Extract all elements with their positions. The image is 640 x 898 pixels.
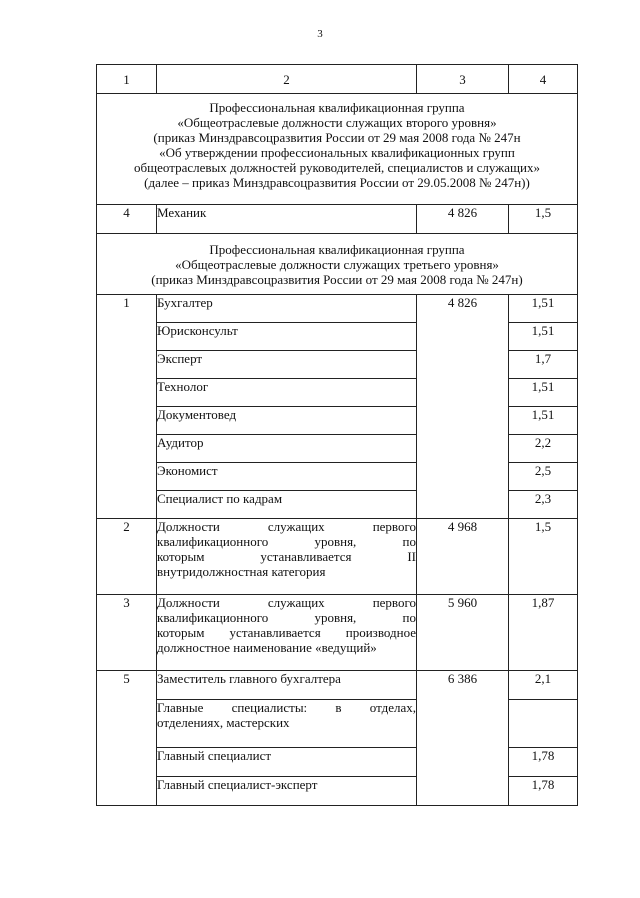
position-name: Аудитор bbox=[157, 435, 417, 463]
position-name-line: Главные специалисты: в отделах, bbox=[157, 700, 416, 715]
header-col-3: 3 bbox=[417, 65, 509, 94]
coefficient-value: 2,2 bbox=[509, 435, 578, 463]
position-name: Заместитель главного бухгалтера bbox=[157, 671, 417, 700]
group-heading-line: (приказ Минздравсоцразвития России от 29 мая 2008 года № 247н bbox=[153, 130, 521, 145]
header-col-4: 4 bbox=[509, 65, 578, 94]
page-number: 3 bbox=[317, 28, 323, 40]
coefficient-value: 1,5 bbox=[509, 205, 578, 234]
row-number: 2 bbox=[97, 519, 157, 595]
group-heading-line: общеотраслевых должностей руководителей, специалистов и служащих» bbox=[134, 160, 540, 175]
position-name bbox=[157, 519, 417, 595]
coefficient-value: 1,51 bbox=[509, 323, 578, 351]
group-heading-line: «Об утверждении профессиональных квалификационных групп bbox=[159, 145, 515, 160]
salary-value: 6 386 bbox=[417, 671, 509, 806]
coefficient-value: 1,51 bbox=[509, 379, 578, 407]
position-name: Документовед bbox=[157, 407, 417, 435]
table-row bbox=[97, 595, 578, 671]
row-number: 1 bbox=[97, 295, 157, 519]
coefficient-value: 1,78 bbox=[509, 748, 578, 777]
group-heading-third-level bbox=[97, 234, 578, 295]
position-name: Эксперт bbox=[157, 351, 417, 379]
position-name: Механик bbox=[157, 205, 417, 234]
position-name-line: квалификационного уровня, по bbox=[157, 610, 416, 625]
position-name: Главный специалист-эксперт bbox=[157, 777, 417, 806]
group-heading-row bbox=[97, 234, 578, 295]
group-heading-line: Профессиональная квалификационная группа bbox=[209, 242, 465, 257]
group-heading-line: «Общеотраслевые должности служащих второго уровня» bbox=[177, 115, 497, 130]
table-row bbox=[97, 519, 578, 595]
group-heading-second-level bbox=[97, 94, 578, 205]
position-name bbox=[157, 700, 417, 748]
coefficient-value: 2,5 bbox=[509, 463, 578, 491]
row-number: 4 bbox=[97, 205, 157, 234]
salary-value: 4 826 bbox=[417, 205, 509, 234]
position-name: Бухгалтер bbox=[157, 295, 417, 323]
coefficient-value: 1,51 bbox=[509, 295, 578, 323]
position-name-line: которым устанавливается производное bbox=[157, 625, 416, 640]
table-row bbox=[97, 205, 578, 234]
position-name-line: Должности служащих первого bbox=[157, 519, 416, 534]
coefficient-value: 2,1 bbox=[509, 671, 578, 700]
coefficient-value: 1,7 bbox=[509, 351, 578, 379]
position-name bbox=[157, 595, 417, 671]
position-name-line: отделениях, мастерских bbox=[157, 715, 290, 730]
group-heading-line: (приказ Минздравсоцразвития России от 29 мая 2008 года № 247н) bbox=[151, 272, 523, 287]
group-heading-row bbox=[97, 94, 578, 205]
coefficient-value: 1,5 bbox=[509, 519, 578, 595]
group-heading-line: «Общеотраслевые должности служащих третьего уровня» bbox=[175, 257, 499, 272]
group-heading-line: Профессиональная квалификационная группа bbox=[209, 100, 465, 115]
coefficient-value bbox=[509, 700, 578, 748]
position-name-line: Должности служащих первого bbox=[157, 595, 416, 610]
salary-value: 4 968 bbox=[417, 519, 509, 595]
position-name-line: квалификационного уровня, по bbox=[157, 534, 416, 549]
salary-value: 4 826 bbox=[417, 295, 509, 519]
position-name: Специалист по кадрам bbox=[157, 491, 417, 519]
position-name-line: должностное наименование «ведущий» bbox=[157, 640, 377, 655]
table-row bbox=[97, 295, 578, 323]
salary-value: 5 960 bbox=[417, 595, 509, 671]
group-heading-line: (далее – приказ Минздравсоцразвития России от 29.05.2008 № 247н)) bbox=[144, 175, 530, 190]
position-name: Юрисконсульт bbox=[157, 323, 417, 351]
coefficient-value: 1,78 bbox=[509, 777, 578, 806]
row-number: 5 bbox=[97, 671, 157, 806]
position-name-line: внутридолжностная категория bbox=[157, 564, 326, 579]
table-row bbox=[97, 671, 578, 700]
row-number: 3 bbox=[97, 595, 157, 671]
coefficient-value: 2,3 bbox=[509, 491, 578, 519]
position-name: Технолог bbox=[157, 379, 417, 407]
position-name: Экономист bbox=[157, 463, 417, 491]
header-col-2: 2 bbox=[157, 65, 417, 94]
header-col-1: 1 bbox=[97, 65, 157, 94]
salary-table bbox=[96, 64, 578, 806]
position-name: Главный специалист bbox=[157, 748, 417, 777]
coefficient-value: 1,87 bbox=[509, 595, 578, 671]
position-name-line: которым устанавливается II bbox=[157, 549, 416, 564]
header-row bbox=[97, 65, 578, 94]
coefficient-value: 1,51 bbox=[509, 407, 578, 435]
